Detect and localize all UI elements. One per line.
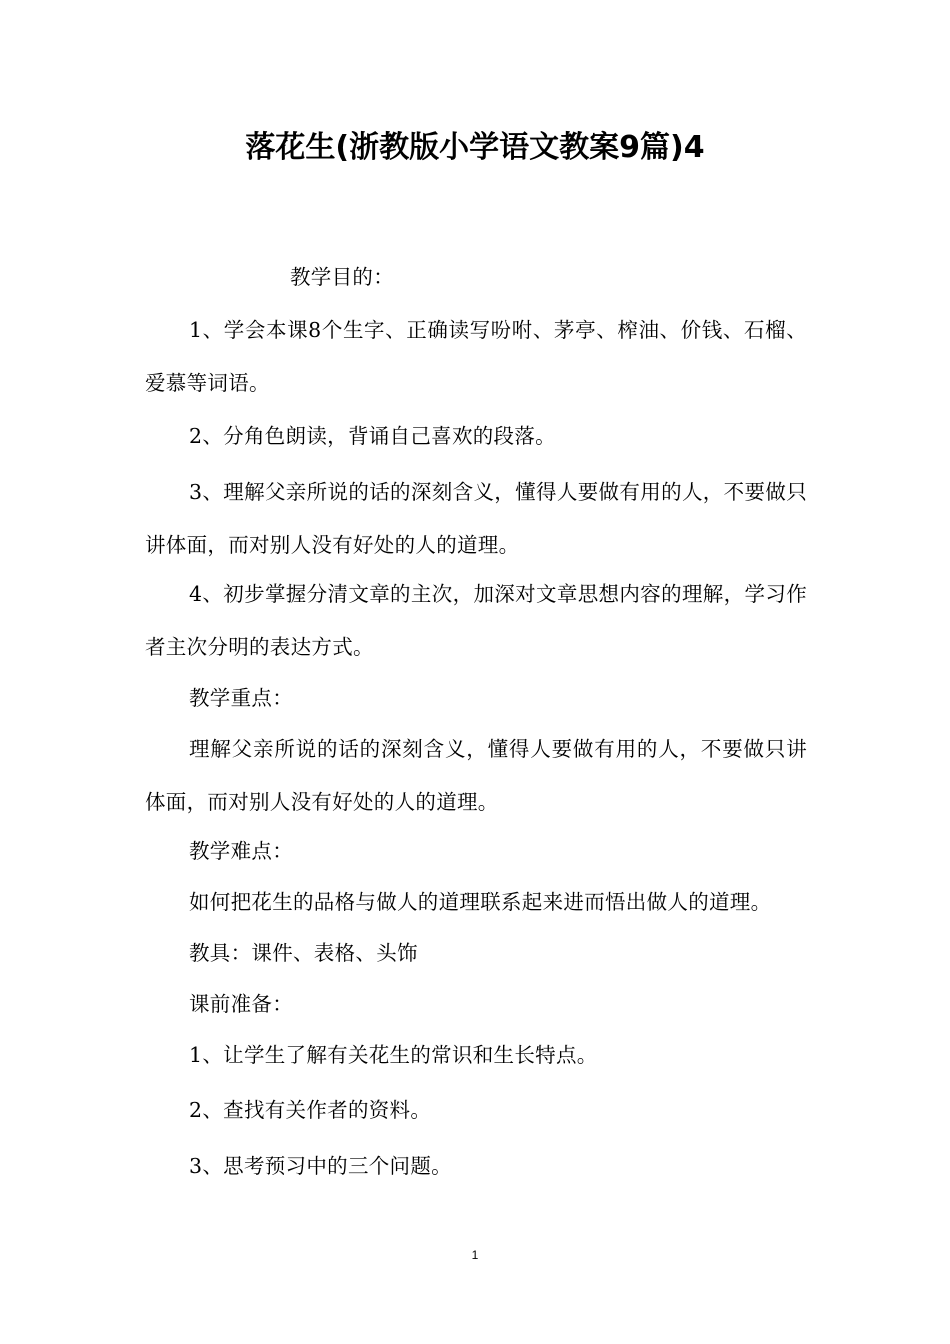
paragraph-objective-2: 2、分角色朗读，背诵自己喜欢的段落。	[189, 424, 556, 448]
paragraph-teaching-objectives-heading: 教学目的：	[290, 265, 394, 289]
paragraph-key-points-heading: 教学重点：	[189, 686, 293, 710]
paragraph-objective-1: 1、学会本课8个生字、正确读写吩咐、茅亭、榨油、价钱、石榴、爱慕等词语。	[145, 318, 807, 395]
page-number: 1	[471, 1248, 479, 1262]
paragraph-objective-3: 3、理解父亲所说的话的深刻含义，懂得人要做有用的人，不要做只讲体面，而对别人没有好处的人的道理。	[145, 480, 807, 557]
paragraph-difficulties: 如何把花生的品格与做人的道理联系起来进而悟出做人的道理。	[189, 890, 772, 914]
paragraph-key-points: 理解父亲所说的话的深刻含义，懂得人要做有用的人，不要做只讲体面，而对别人没有好处的人的道理。	[145, 737, 807, 814]
paragraph-difficulties-heading: 教学难点：	[189, 839, 293, 863]
document-title: 落花生(浙教版小学语文教案9篇)4	[245, 130, 705, 165]
paragraph-preparation-heading: 课前准备：	[189, 992, 293, 1016]
paragraph-objective-4: 4、初步掌握分清文章的主次，加深对文章思想内容的理解，学习作者主次分明的表达方式。	[145, 582, 807, 659]
paragraph-preparation-3: 3、思考预习中的三个问题。	[189, 1154, 452, 1178]
paragraph-preparation-1: 1、让学生了解有关花生的常识和生长特点。	[189, 1043, 598, 1067]
paragraph-preparation-2: 2、查找有关作者的资料。	[189, 1098, 432, 1122]
paragraph-teaching-aids: 教具：课件、表格、头饰	[189, 941, 418, 965]
